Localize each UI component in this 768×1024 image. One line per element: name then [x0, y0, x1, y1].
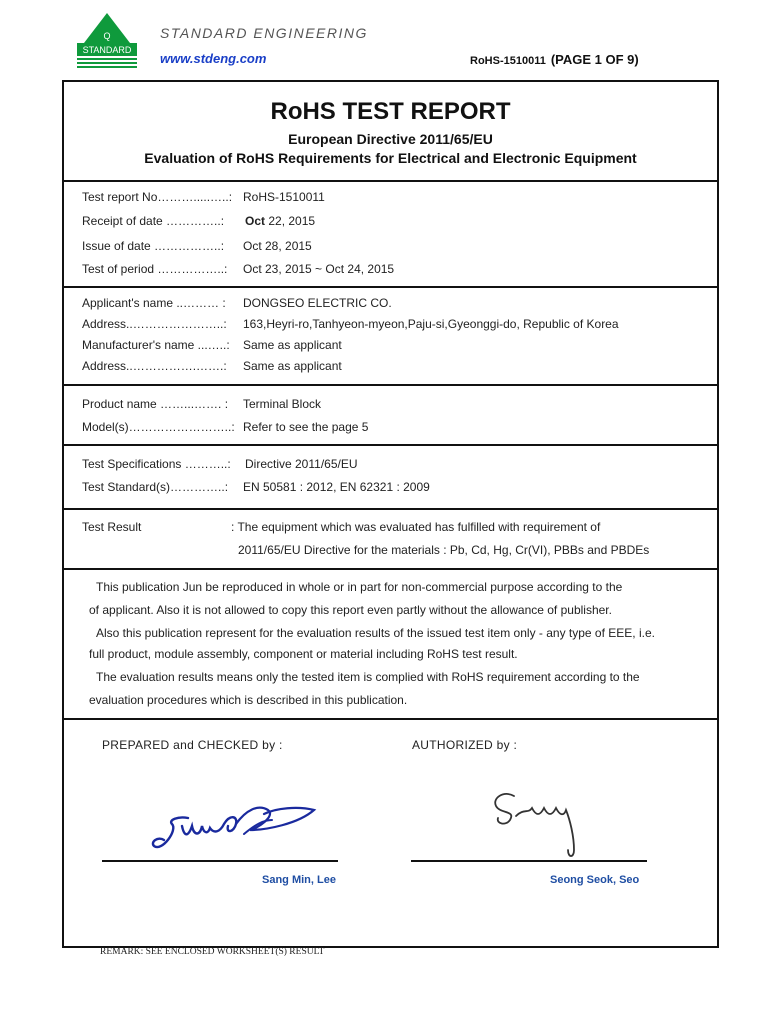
authorizer-signature — [486, 786, 596, 866]
applicant-name-row — [82, 295, 392, 311]
report-no-label: Test report No……….....…..: — [82, 190, 233, 204]
spec-row — [82, 456, 358, 472]
prepared-label: PREPARED and CHECKED by : — [102, 738, 283, 752]
issue-value: Oct 28, 2015 — [243, 239, 312, 253]
remark-note: REMARK: SEE ENCLOSED WORKSHEET(S) RESULT — [100, 947, 325, 957]
title-section — [64, 82, 717, 182]
notice-line-5: The evaluation results means only the tested item is complied with RoHS requirement according to the — [96, 670, 640, 684]
receipt-label: Receipt of date …………..: — [82, 214, 225, 228]
preparer-name: Sang Min, Lee — [262, 874, 336, 886]
product-name-value: Terminal Block — [243, 397, 322, 411]
notice-line-4: full product, module assembly, component or material including RoHS test result. — [89, 647, 518, 661]
report-no-value: RoHS-1510011 — [243, 190, 325, 204]
notice-line-1: This publication Jun be reproduced in whole or in part for non-commercial purpose according to the — [96, 580, 623, 594]
model-row — [82, 419, 369, 435]
result-label: Test Result — [82, 520, 142, 534]
issue-row — [82, 238, 312, 254]
notice-line-2: of applicant. Also it is not allowed to copy this report even partly without the allowance of publisher. — [89, 603, 612, 617]
standard-row — [82, 479, 430, 495]
manufacturer-value: Same as applicant — [243, 338, 342, 352]
page-info: (PAGE 1 OF 9) — [550, 52, 639, 67]
authorizer-signature-line — [411, 860, 647, 862]
period-value: Oct 23, 2015 ~ Oct 24, 2015 — [243, 262, 395, 276]
report-no-row — [82, 189, 325, 205]
standard-label: Test Standard(s)…………..: — [82, 480, 229, 494]
result-line-2: 2011/65/EU Directive for the materials : Pb, Cd, Hg, Cr(VI), PBBs and PBDEs — [238, 543, 650, 557]
signature-section — [64, 720, 717, 946]
standard-value: EN 50581 : 2012, EN 62321 : 2009 — [243, 480, 430, 494]
notice-section — [64, 570, 717, 720]
model-label: Model(s)……………………..: — [82, 420, 235, 434]
result-section — [64, 510, 717, 570]
company-logo — [74, 12, 140, 70]
svg-text:Q: Q — [103, 31, 111, 41]
result-row — [82, 519, 601, 535]
receipt-row — [82, 213, 316, 229]
period-label: Test of period ……………..: — [82, 262, 228, 276]
svg-text:STANDARD: STANDARD — [82, 45, 132, 55]
spec-label: Test Specifications ………..: — [82, 457, 231, 471]
report-frame — [62, 80, 719, 948]
spec-value: Directive 2011/65/EU — [245, 457, 358, 471]
product-name-row — [82, 396, 322, 412]
page-reference — [470, 52, 639, 67]
applicant-address-label: Address..…………………..: — [82, 317, 227, 331]
manufacturer-label: Manufacturer's name ...…..: — [82, 338, 230, 352]
manufacturer-row — [82, 337, 342, 353]
period-row — [82, 261, 395, 277]
report-subtitle: Evaluation of RoHS Requirements for Electrical and Electronic Equipment — [144, 150, 637, 166]
authorized-label: AUTHORIZED by : — [412, 738, 518, 752]
notice-line-3: Also this publication represent for the evaluation results of the issued test item only - any type of EEE, i.e. — [96, 626, 655, 640]
manufacturer-address-value: Same as applicant — [243, 359, 342, 373]
preparer-signature — [148, 790, 318, 860]
report-info-section — [64, 182, 717, 288]
spec-section — [64, 446, 717, 510]
result-line-1: : The equipment which was evaluated has fulfilled with requirement of — [231, 520, 601, 534]
preparer-signature-line — [102, 860, 338, 862]
product-section — [64, 386, 717, 446]
applicant-address-row — [82, 316, 619, 332]
issue-label: Issue of date ……………..: — [82, 239, 225, 253]
applicant-address-value: 163,Heyri-ro,Tanhyeon-myeon,Paju-si,Gyeonggi-do, Republic of Korea — [243, 317, 619, 331]
receipt-value: Oct 22, 2015 — [245, 214, 316, 228]
product-name-label: Product name ……...……. : — [82, 397, 229, 411]
manufacturer-address-row — [82, 358, 342, 374]
manufacturer-address-label: Address..…………….…….: — [82, 359, 227, 373]
report-title: RoHS TEST REPORT — [270, 98, 511, 125]
applicant-name-label: Applicant's name ..……… : — [82, 296, 226, 310]
applicant-name-value: DONGSEO ELECTRIC CO. — [243, 296, 392, 310]
company-name: STANDARD ENGINEERING — [160, 25, 368, 41]
website-link[interactable]: www.stdeng.com — [160, 51, 267, 66]
directive-title: European Directive 2011/65/EU — [288, 131, 493, 147]
applicant-section — [64, 288, 717, 386]
authorizer-name: Seong Seok, Seo — [550, 874, 640, 886]
model-value: Refer to see the page 5 — [243, 420, 369, 434]
notice-line-6: evaluation procedures which is described in this publication. — [89, 693, 408, 707]
report-ref: RoHS-1510011 — [470, 55, 546, 67]
